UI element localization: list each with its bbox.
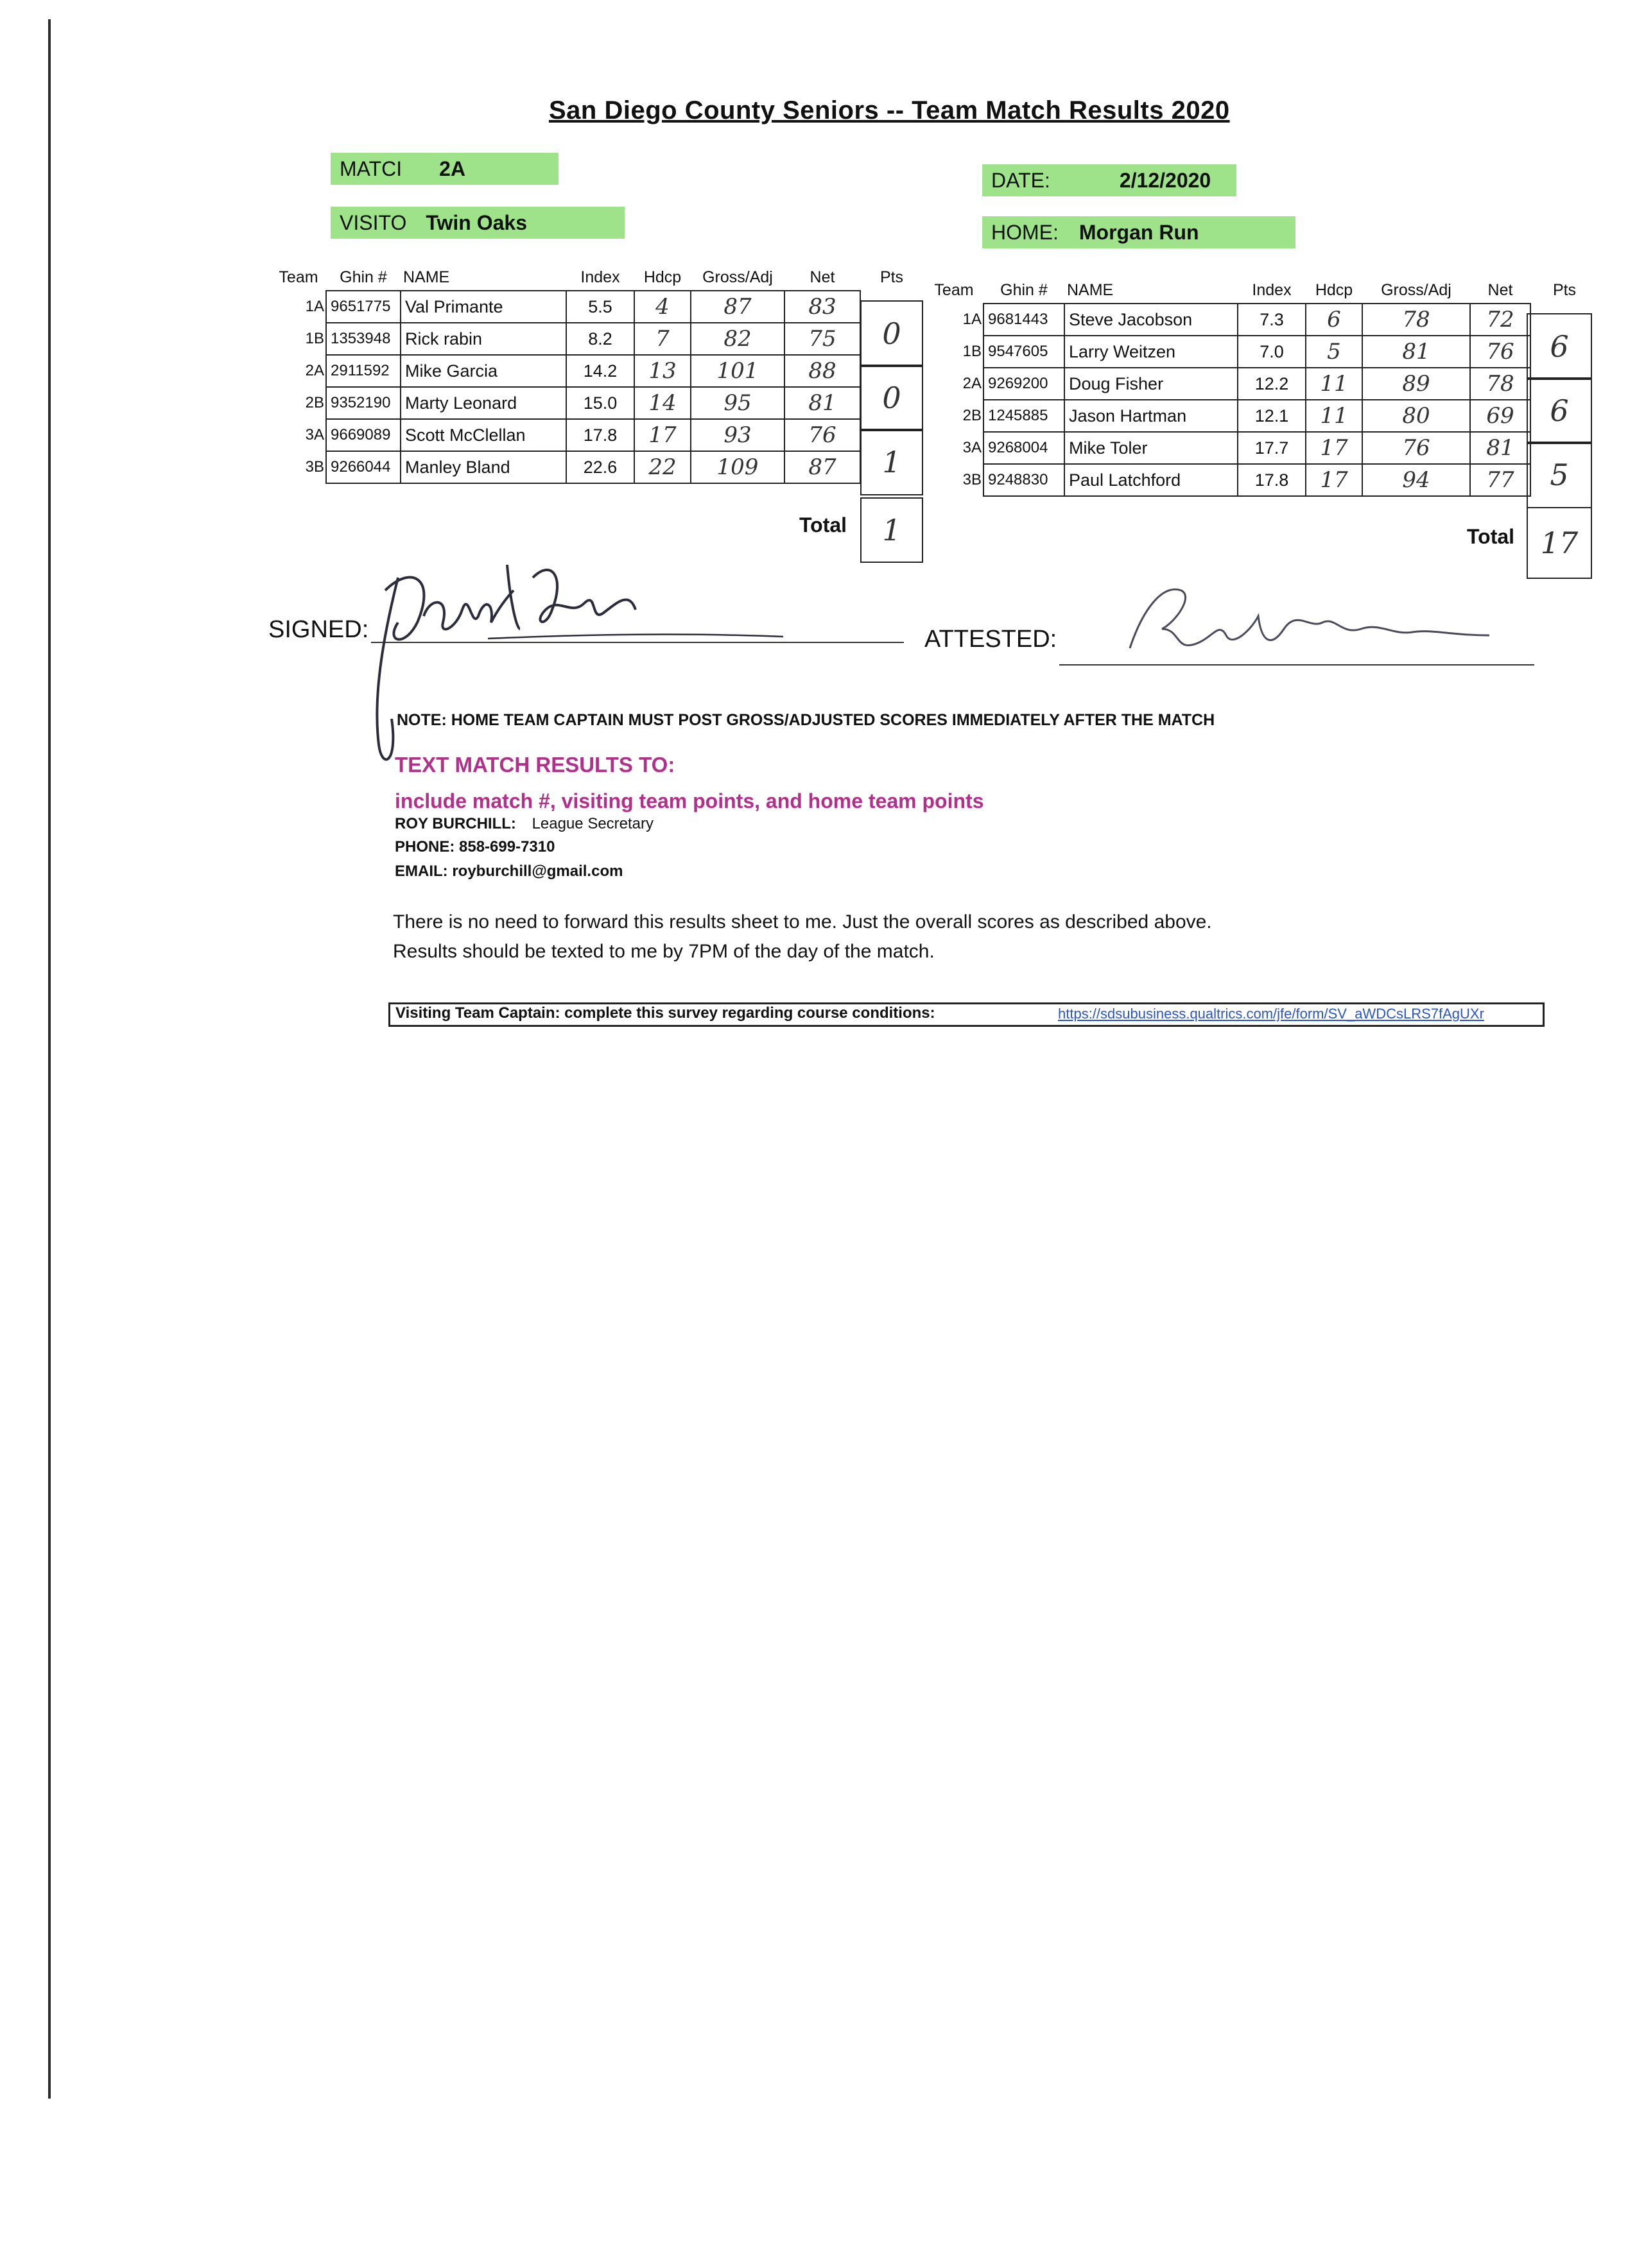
gross-cell: 78 xyxy=(1362,304,1470,336)
table-row xyxy=(924,368,1598,400)
team-cell: 2A xyxy=(305,362,324,379)
secretary-role: League Secretary xyxy=(532,815,654,832)
col-gross: Gross/Adj xyxy=(1381,280,1451,299)
home-pts-pair-3: 5 xyxy=(1527,442,1592,508)
index-cell: 12.1 xyxy=(1238,400,1306,432)
col-name: NAME xyxy=(1067,280,1114,299)
ghin-cell: 2911592 xyxy=(326,355,401,387)
net-cell: 76 xyxy=(1470,336,1530,368)
instructions-line-1: There is no need to forward this results sheet to me. Just the overall scores as described above. xyxy=(393,911,1212,932)
index-cell: 17.8 xyxy=(1238,464,1306,496)
visitor-total-label: Total xyxy=(799,513,847,537)
attested-label: ATTESTED: xyxy=(924,626,1057,653)
col-name: NAME xyxy=(403,268,450,286)
net-cell: 76 xyxy=(784,419,860,451)
name-cell: Paul Latchford xyxy=(1064,464,1238,496)
secretary-line xyxy=(395,815,654,833)
hdcp-cell: 14 xyxy=(634,387,691,419)
home-pts-pair-1: 6 xyxy=(1527,313,1592,380)
hdcp-cell: 4 xyxy=(634,291,691,323)
home-total-value: 17 xyxy=(1527,507,1592,579)
table-row xyxy=(271,387,923,419)
scan-edge-line xyxy=(48,19,51,2099)
secretary-name: ROY BURCHILL: xyxy=(395,815,516,832)
survey-link[interactable]: https://sdsubusiness.qualtrics.com/jfe/form/SV_aWDCsLRS7fAgUXr xyxy=(1058,1006,1484,1022)
net-cell: 87 xyxy=(784,451,860,483)
ghin-cell: 9681443 xyxy=(983,304,1064,336)
visitor-label: VISITO xyxy=(340,210,407,234)
hdcp-cell: 17 xyxy=(1306,432,1362,464)
ghin-cell: 9669089 xyxy=(326,419,401,451)
hdcp-cell: 6 xyxy=(1306,304,1362,336)
survey-prompt: Visiting Team Captain: complete this survey regarding course conditions: xyxy=(395,1004,935,1022)
visitor-pts-pair-3: 1 xyxy=(860,429,923,495)
name-cell: Doug Fisher xyxy=(1064,368,1238,400)
gross-cell: 76 xyxy=(1362,432,1470,464)
gross-cell: 95 xyxy=(691,387,784,419)
team-cell: 2B xyxy=(305,394,324,411)
ghin-cell: 9651775 xyxy=(326,291,401,323)
col-gross: Gross/Adj xyxy=(702,268,773,286)
hdcp-cell: 5 xyxy=(1306,336,1362,368)
col-hdcp: Hdcp xyxy=(1315,280,1353,299)
gross-cell: 80 xyxy=(1362,400,1470,432)
index-cell: 8.2 xyxy=(566,323,634,355)
net-cell: 81 xyxy=(1470,432,1530,464)
match-label: MATCI xyxy=(340,157,403,180)
table-row xyxy=(924,336,1598,368)
table-row xyxy=(924,432,1598,464)
index-cell: 12.2 xyxy=(1238,368,1306,400)
hdcp-cell: 11 xyxy=(1306,400,1362,432)
col-ghin: Ghin # xyxy=(1000,280,1048,299)
hdcp-cell: 17 xyxy=(634,419,691,451)
name-cell: Rick rabin xyxy=(401,323,566,355)
visitor-value: Twin Oaks xyxy=(426,210,527,234)
team-cell: 1A xyxy=(305,298,324,315)
table-row xyxy=(924,464,1598,496)
name-cell: Manley Bland xyxy=(401,451,566,483)
team-cell: 3B xyxy=(305,458,324,476)
table-row xyxy=(271,419,923,451)
ghin-cell: 9352190 xyxy=(326,387,401,419)
hdcp-cell: 22 xyxy=(634,451,691,483)
col-team: Team xyxy=(934,281,974,299)
ghin-cell: 9266044 xyxy=(326,451,401,483)
gross-cell: 82 xyxy=(691,323,784,355)
net-cell: 78 xyxy=(1470,368,1530,400)
home-score-table xyxy=(924,277,1598,497)
team-cell: 2B xyxy=(962,407,982,424)
date-field xyxy=(982,164,1236,196)
ghin-cell: 1353948 xyxy=(326,323,401,355)
table-row xyxy=(271,323,923,355)
col-pts: Pts xyxy=(1552,281,1577,299)
gross-cell: 101 xyxy=(691,355,784,387)
date-label: DATE: xyxy=(991,168,1050,192)
index-cell: 17.7 xyxy=(1238,432,1306,464)
secretary-email[interactable]: EMAIL: royburchill@gmail.com xyxy=(395,863,623,880)
net-cell: 81 xyxy=(784,387,860,419)
text-results-heading: TEXT MATCH RESULTS TO: xyxy=(395,753,675,777)
name-cell: Mike Garcia xyxy=(401,355,566,387)
visitor-total-value: 1 xyxy=(860,497,923,563)
col-hdcp: Hdcp xyxy=(643,268,682,286)
index-cell: 22.6 xyxy=(566,451,634,483)
visitor-score-table xyxy=(271,264,923,484)
index-cell: 7.3 xyxy=(1238,304,1306,336)
net-cell: 75 xyxy=(784,323,860,355)
net-cell: 83 xyxy=(784,291,860,323)
gross-cell: 87 xyxy=(691,291,784,323)
net-cell: 77 xyxy=(1470,464,1530,496)
col-ghin: Ghin # xyxy=(340,268,387,286)
gross-cell: 89 xyxy=(1362,368,1470,400)
secretary-phone: PHONE: 858-699-7310 xyxy=(395,838,555,855)
visitor-pts-pair-2: 0 xyxy=(860,365,923,431)
gross-cell: 94 xyxy=(1362,464,1470,496)
name-cell: Larry Weitzen xyxy=(1064,336,1238,368)
ghin-cell: 9248830 xyxy=(983,464,1064,496)
instructions-line-2: Results should be texted to me by 7PM of the day of the match. xyxy=(393,941,935,962)
gross-cell: 109 xyxy=(691,451,784,483)
net-cell: 69 xyxy=(1470,400,1530,432)
index-cell: 15.0 xyxy=(566,387,634,419)
col-index: Index xyxy=(1252,280,1292,299)
net-cell: 88 xyxy=(784,355,860,387)
index-cell: 17.8 xyxy=(566,419,634,451)
visitor-pts-pair-1: 0 xyxy=(860,300,923,367)
gross-cell: 81 xyxy=(1362,336,1470,368)
team-cell: 3A xyxy=(305,426,324,443)
home-field xyxy=(982,216,1295,248)
net-cell: 72 xyxy=(1470,304,1530,336)
survey-box xyxy=(388,1002,1545,1027)
home-captain-note: NOTE: HOME TEAM CAPTAIN MUST POST GROSS/ADJUSTED SCORES IMMEDIATELY AFTER THE MATCH xyxy=(397,711,1215,729)
text-results-include: include match #, visiting team points, and home team points xyxy=(395,789,984,812)
name-cell: Scott McClellan xyxy=(401,419,566,451)
team-cell: 1B xyxy=(305,330,324,347)
table-row xyxy=(924,304,1598,336)
table-row xyxy=(271,355,923,387)
home-label: HOME: xyxy=(991,220,1059,244)
attested-signature xyxy=(1104,571,1502,667)
col-net: Net xyxy=(1487,280,1513,299)
ghin-cell: 9269200 xyxy=(983,368,1064,400)
ghin-cell: 1245885 xyxy=(983,400,1064,432)
table-row xyxy=(271,451,923,483)
hdcp-cell: 13 xyxy=(634,355,691,387)
index-cell: 14.2 xyxy=(566,355,634,387)
ghin-cell: 9547605 xyxy=(983,336,1064,368)
name-cell: Marty Leonard xyxy=(401,387,566,419)
visitor-field xyxy=(331,207,625,239)
index-cell: 5.5 xyxy=(566,291,634,323)
gross-cell: 93 xyxy=(691,419,784,451)
date-value: 2/12/2020 xyxy=(1119,168,1211,192)
page-title: San Diego County Seniors -- Team Match Results 2020 xyxy=(549,96,1230,125)
hdcp-cell: 7 xyxy=(634,323,691,355)
hdcp-cell: 11 xyxy=(1306,368,1362,400)
name-cell: Mike Toler xyxy=(1064,432,1238,464)
table-row xyxy=(271,291,923,323)
team-cell: 3A xyxy=(962,439,982,456)
col-index: Index xyxy=(580,268,620,286)
team-cell: 2A xyxy=(962,375,982,392)
ghin-cell: 9268004 xyxy=(983,432,1064,464)
team-cell: 1A xyxy=(962,311,982,328)
col-pts: Pts xyxy=(879,268,904,286)
home-total-label: Total xyxy=(1467,525,1515,548)
index-cell: 7.0 xyxy=(1238,336,1306,368)
table-row xyxy=(924,400,1598,432)
team-cell: 3B xyxy=(962,471,982,488)
name-cell: Jason Hartman xyxy=(1064,400,1238,432)
col-net: Net xyxy=(810,268,835,286)
home-value: Morgan Run xyxy=(1078,220,1199,244)
team-cell: 1B xyxy=(962,343,982,360)
hdcp-cell: 17 xyxy=(1306,464,1362,496)
match-value: 2A xyxy=(439,157,466,180)
name-cell: Steve Jacobson xyxy=(1064,304,1238,336)
name-cell: Val Primante xyxy=(401,291,566,323)
signed-label: SIGNED: xyxy=(268,616,369,643)
match-field xyxy=(331,153,559,185)
home-pts-pair-2: 6 xyxy=(1527,377,1592,444)
col-team: Team xyxy=(279,268,318,286)
